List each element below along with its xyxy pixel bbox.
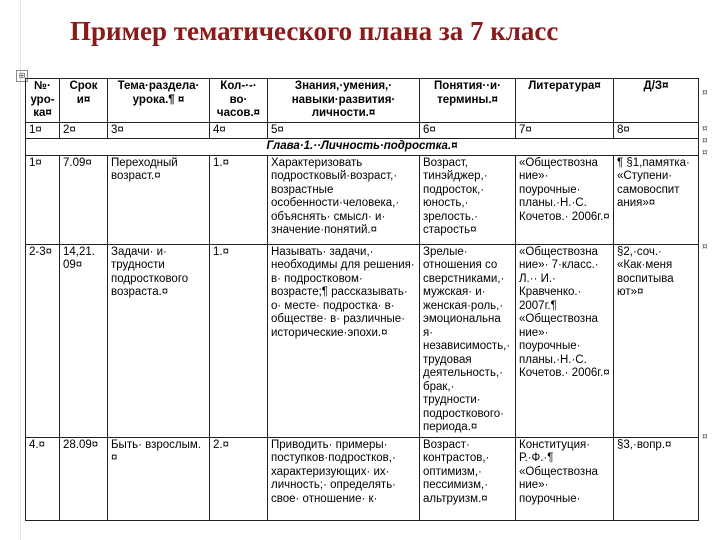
- table-cell: 1¤: [26, 155, 60, 244]
- column-number-row: [26, 122, 699, 139]
- table-cell: 1.¤: [210, 244, 268, 437]
- table-cell: Конституция· Р.·Ф.·¶ «Обществозна ние»· поурочные·: [516, 437, 614, 520]
- col-number: 3¤: [108, 122, 210, 139]
- header-lesson-number: №· уро-ка¤: [26, 79, 60, 123]
- header-skills: Знания,·умения,· навыки·развития· личности.¤: [268, 79, 420, 123]
- col-number: 8¤: [614, 122, 699, 139]
- col-number: 6¤: [420, 122, 516, 139]
- table-cell: Задачи· и· трудности подросткового возраста.¤: [108, 244, 210, 437]
- table-cell: 14,21. 09¤: [60, 244, 108, 437]
- table-cell: Возраст, тинэйджер,· подросток,· юность,· зрелость.· старость¤: [420, 155, 516, 244]
- row-end-mark: ¤: [702, 242, 708, 252]
- col-number: 2¤: [60, 122, 108, 139]
- table-row: [26, 437, 699, 520]
- thematic-plan-table: [25, 78, 699, 521]
- col-number: 7¤: [516, 122, 614, 139]
- header-date: Срок и¤: [60, 79, 108, 123]
- table-cell: Зрелые· отношения со сверстниками,· мужская· и· женская·роль,· эмоциональна я· независимость,· трудовая деятельность,· брак,· трудности· подросткового· периода.¤: [420, 244, 516, 437]
- header-terms: Понятия··и· термины.¤: [420, 79, 516, 123]
- table-cell: 28.09¤: [60, 437, 108, 520]
- table-cell: 4.¤: [26, 437, 60, 520]
- table-cell: §3,·вопр.¤: [614, 437, 699, 520]
- table-cell: Характеризовать подростковый·возраст,· возрастные особенности·человека,· объяснять· смысл· и· значение·понятий.¤: [268, 155, 420, 244]
- table-cell: Переходный возраст.¤: [108, 155, 210, 244]
- table-cell: Приводить· примеры· поступков·подростков,· характеризующих· их· личность;· определять· свое· отношение· к·: [268, 437, 420, 520]
- table-header-row: [26, 79, 699, 123]
- table-cell: 2-3¤: [26, 244, 60, 437]
- row-end-mark: ¤: [702, 148, 708, 158]
- col-number: 4¤: [210, 122, 268, 139]
- row-end-mark: ¤: [702, 136, 708, 146]
- page-title: Пример тематического плана за 7 класс: [70, 16, 559, 46]
- header-homework: Д/З¤: [614, 79, 699, 123]
- chapter-title: Глава·1.··Личность·подростка.¤: [26, 139, 699, 156]
- header-hours: Кол-·-· во· часов.¤: [210, 79, 268, 123]
- row-end-marks: [702, 78, 714, 442]
- row-end-mark: ¤: [702, 88, 708, 98]
- row-end-mark: ¤: [702, 432, 708, 442]
- table-cell: 1.¤: [210, 155, 268, 244]
- table-cell: Быть· взрослым.¤: [108, 437, 210, 520]
- table-cell: Называть· задачи,· необходимы для решения· в· подростковом· возрасте;¶ рассказывать· о· месте· подростка· в· обществе· в· различные· исторические·эпохи.¤: [268, 244, 420, 437]
- col-number: 5¤: [268, 122, 420, 139]
- table-cell: «Обществозна ние»· 7·класс.· Л.·· И.· Кравченко.· 2007г.¶ «Обществозна ние»· поурочные· планы.·Н.·С. Кочетов.· 2006г.¤: [516, 244, 614, 437]
- table-row: [26, 244, 699, 437]
- table-cell: §2,·соч.· «Как·меня воспитыва ют»¤: [614, 244, 699, 437]
- table-move-handle-icon[interactable]: ⊞: [16, 70, 28, 82]
- header-topic: Тема·раздела· урока.¶ ¤: [108, 79, 210, 123]
- table-cell: 2.¤: [210, 437, 268, 520]
- table-cell: «Обществозна ние»· поурочные· планы.·Н.·С. Кочетов.· 2006г.¤: [516, 155, 614, 244]
- col-number: 1¤: [26, 122, 60, 139]
- table-cell: ¶ §1,памятка· «Ступени· самовоспит ания»¤: [614, 155, 699, 244]
- chapter-row: [26, 139, 699, 156]
- table-cell: 7.09¤: [60, 155, 108, 244]
- table-row: [26, 155, 699, 244]
- header-literature: Литература¤: [516, 79, 614, 123]
- table-cell: Возраст· контрастов,· оптимизм,· пессимизм,· альтруизм.¤: [420, 437, 516, 520]
- row-end-mark: ¤: [702, 124, 708, 134]
